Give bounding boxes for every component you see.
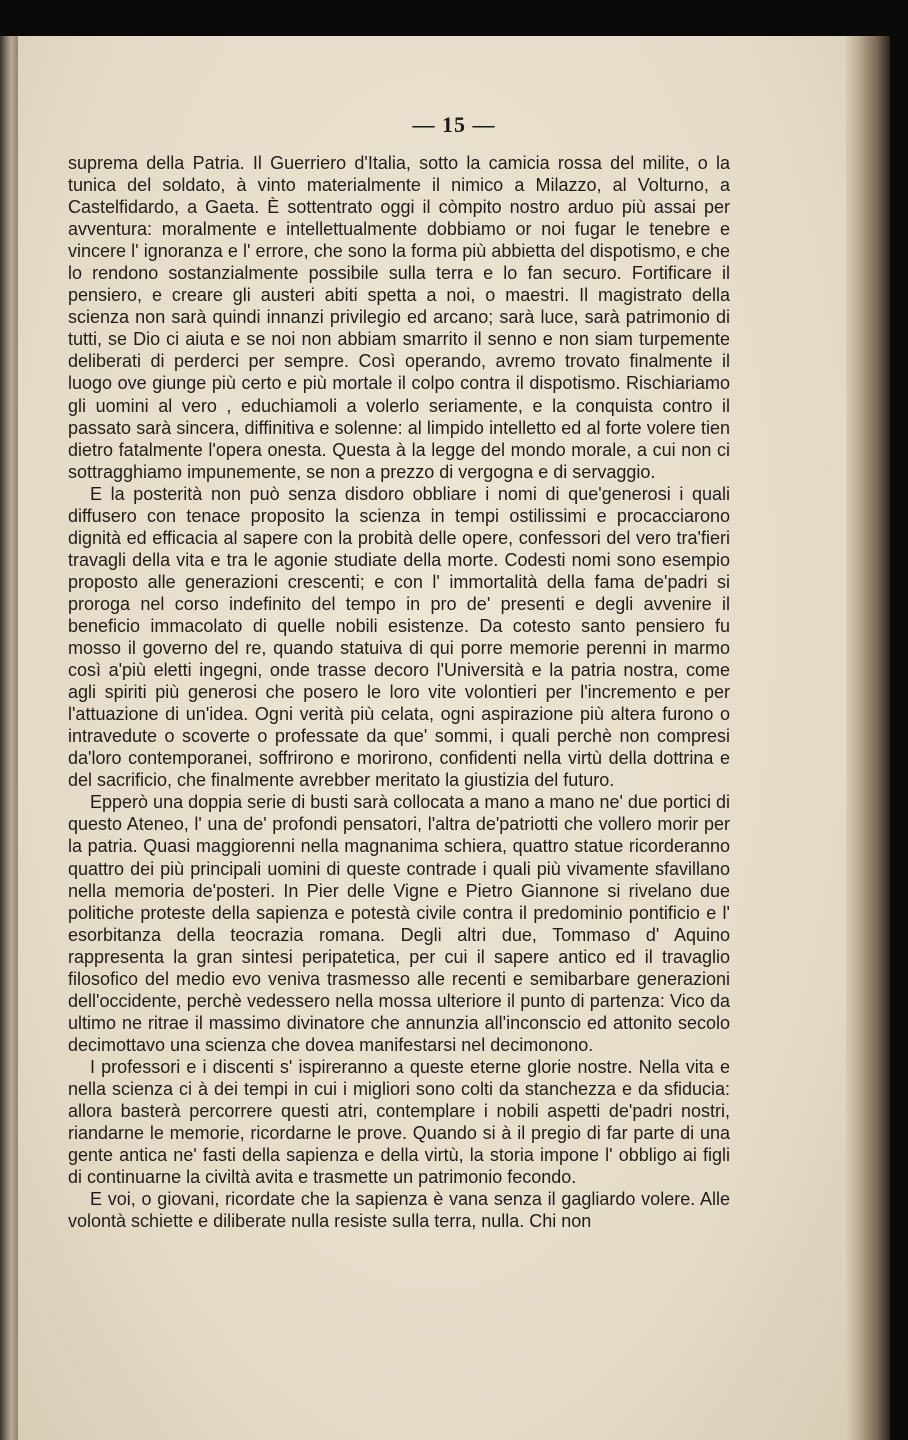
left-page-edge <box>0 36 20 1440</box>
paragraph-5: E voi, o giovani, ricordate che la sapienza è vana senza il gagliardo volere. Alle volontà schiette e diliberate nulla resiste sulla terra, nulla. Chi non <box>68 1189 730 1232</box>
paragraph-4: I professori e i discenti s' ispireranno a queste eterne glorie nostre. Nella vita e nella scienza ci à dei tempi in cui i migliori sono colti da stanchezza e da sfiducia: allora basterà percorrere questi atri, contemplare i nobili aspetti de'padri nostri, riandarne le memorie, ricordarne le prove. Quando si à il pregio di far parte di una gente antica ne' fasti della sapienza e della virtù, la storia impone l' obbligo ai figli di continuarne la civiltà avita e trasmette un patrimonio fecondo. <box>68 1056 730 1188</box>
right-page-edge <box>846 36 890 1440</box>
paragraph-2: E la posterità non può senza disdoro obbliare i nomi di que'generosi i quali diffusero con tenace proposito la scienza in tempi ostilissimi e procacciarono dignità ed efficacia al sapere con la probità delle opere, confessori del vero tra'fieri travagli della vita e tra le agonie studiate della morte. Codesti nomi sono esempio proposto alle generazioni crescenti; e con l' immortalità della fama de'padri si proroga nel corso indefinito del tempo in pro de' presenti e degli avvenire il beneficio immacolato di quelle nobili esistenze. Da cotesto santo pensiero fu mosso il governo del re, quando statuiva di qui porre memorie perenni in marmo così a'più eletti ingegni, onde trasse decoro l'Università e la patria nostra, come agli spiriti più generosi che posero le loro vite volontieri per l'incremento e per l'attuazione di un'idea. Ogni verità più celata, ogni aspirazione più altera furono o intravedute o scoverte o professate da que' sommi, i quali perchè non compresi da'loro contemporanei, soffrirono e morirono, confidenti nella virtù della dottrina e del sacrificio, che finalmente avrebber meritato la giustizia del futuro. <box>68 483 730 791</box>
paragraph-3: Epperò una doppia serie di busti sarà collocata a mano a mano ne' due portici di questo Ateneo, l' una de' profondi pensatori, l'altra de'patriotti che vollero morir per la patria. Quasi maggiorenni nella magnanima schiera, quattro statue ricorderanno quattro dei più principali uomini di queste contrade i quali più vivamente sfavillano nella memoria de'posteri. In Pier delle Vigne e Pietro Giannone si rivelano due politiche proteste della sapienza e potestà civile contra il predominio pontificio e l' esorbitanza della teocrazia romana. Degli altri due, Tommaso d' Aquino rappresenta la gran sintesi peripatetica, per cui il sapere antico ed il travaglio filosofico del medio evo veniva trasmesso alle recenti e semibarbare generazioni dell'occidente, perchè vedessero nella mossa ulteriore il punto di partenza: Vico da ultimo ne ritrae il massimo divinatore che annunzia all'inconscio ed attonito secolo decimottavo una scienza che dovea manifestarsi nel decimonono. <box>68 792 730 1055</box>
page-number: — 15 — <box>412 112 496 137</box>
paragraph-1: suprema della Patria. Il Guerriero d'Italia, sotto la camicia rossa del milite, o la tunica del soldato, à vinto materialmente il nimico a Milazzo, al Volturno, a Castelfidardo, a Gaeta. È sottentrato oggi il còmpito nostro arduo più assai per avventura: moralmente e intellettualmente dobbiamo or noi fugar le tenebre e vincere l' ignoranza e l' errore, che sono la forma più abbietta del dispotismo, e che lo rendono sostanzialmente possibile sulla terra e lo fan securo. Fortificare il pensiero, e creare gli austeri abiti spetta a noi, o maestri. Il magistrato della scienza non sarà quindi innanzi privilegio ed arcano; sarà luce, sarà patrimonio di tutti, se Dio ci aiuta e se noi non abbiam smarrito il senno e non siam turpemente deliberati di perderci per sempre. Così operando, avremo trovato finalmente il luogo ove giunge più certo e più mortale il colpo contra il dispotismo. Rischiariamo gli uomini al vero , educhiamoli a volerlo seriamente, e la conquista contro il passato sarà sincera, diffinitiva e solenne: al limpido intelletto ed al forte volere tien dietro fatalmente l'opera onesta. Questa à la legge del mondo morale, a cui non ci sottragghiamo impunemente, se non a prezzo di vergogna e di servaggio. <box>68 153 730 482</box>
body-text <box>68 152 730 1232</box>
